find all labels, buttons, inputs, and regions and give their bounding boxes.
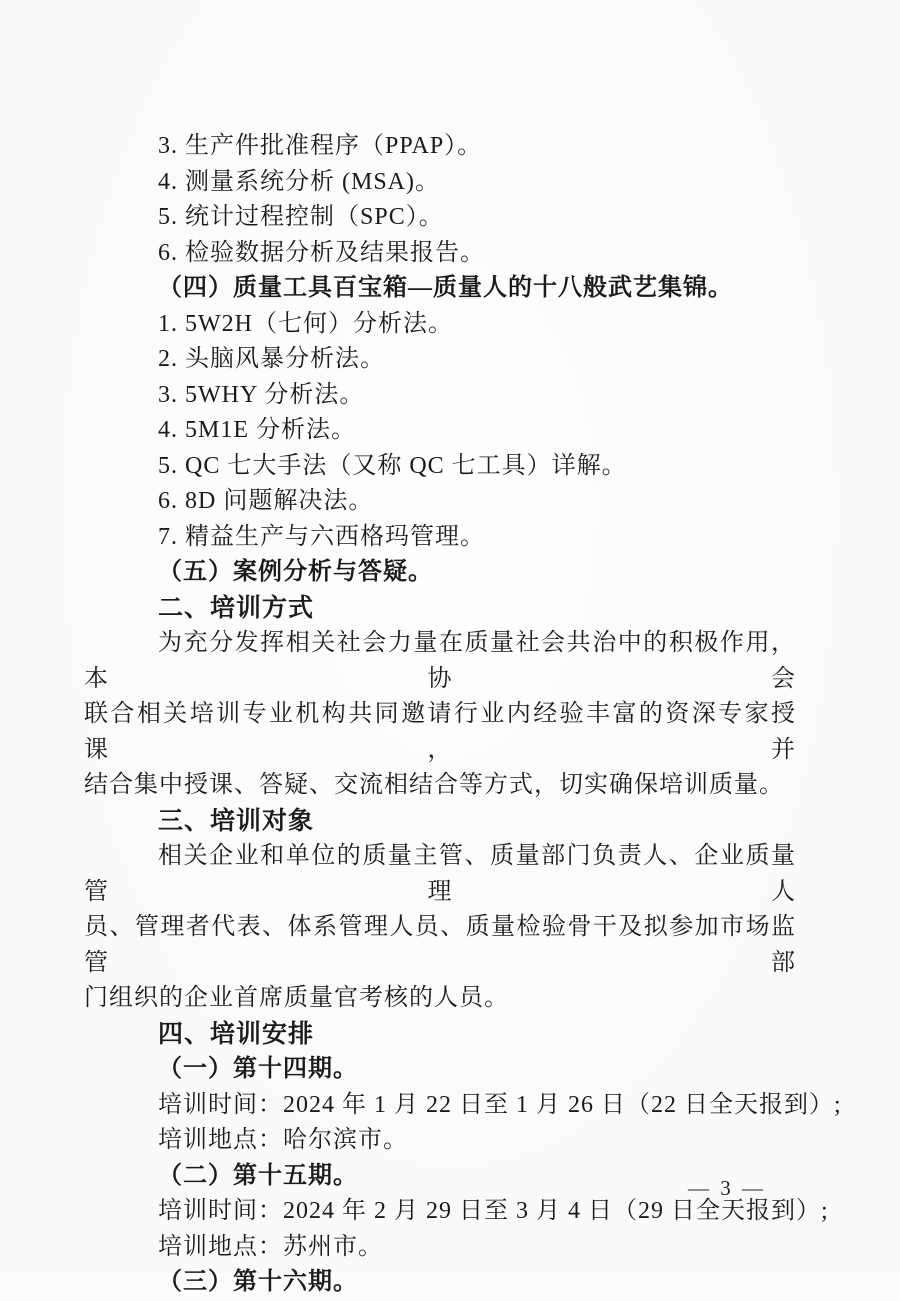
list-item: 6. 检验数据分析及结果报告。 (158, 239, 485, 266)
list-item: 3. 5WHY 分析法。 (158, 381, 365, 408)
paragraph-line: 员、管理者代表、体系管理人员、质量检验骨干及拟参加市场监管部 (84, 914, 796, 976)
training-location-line: 培训地点：哈尔滨市。 (158, 1127, 408, 1153)
list-item: 2. 头脑风暴分析法。 (158, 346, 385, 372)
list-item: 5. QC 七大手法（又称 QC 七工具）详解。 (158, 452, 627, 479)
page-number: — 3 — (688, 1176, 766, 1200)
training-time-line: 培训时间：2024 年 2 月 29 日至 3 月 4 日（29 日全天报到）; (158, 1198, 829, 1224)
document-body (84, 129, 842, 1301)
sub-section-heading: （三）第十六期。 (158, 1269, 358, 1295)
sub-section-heading: （五）案例分析与答疑。 (158, 559, 433, 585)
training-location-line: 培训地点：苏州市。 (158, 1233, 383, 1260)
paragraph-line: 结合集中授课、答疑、交流相结合等方式，切实确保培训质量。 (84, 772, 784, 798)
list-item: 1. 5W2H（七何）分析法。 (158, 310, 453, 337)
list-item: 6. 8D 问题解决法。 (158, 488, 374, 514)
training-time-line: 培训时间：2024 年 1 月 22 日至 1 月 26 日（22 日全天报到）; (158, 1091, 842, 1118)
list-item: 5. 统计过程控制（SPC）。 (158, 204, 444, 230)
section-heading: 二、培训方式 (158, 593, 315, 622)
sub-section-heading: （一）第十四期。 (158, 1056, 358, 1082)
paragraph-line: 相关企业和单位的质量主管、质量部门负责人、企业质量管理人 (84, 843, 796, 905)
sub-section-heading: （四）质量工具百宝箱—质量人的十八般武艺集锦。 (158, 275, 733, 301)
list-item: 4. 5M1E 分析法。 (158, 417, 356, 443)
list-item: 4. 测量系统分析 (MSA)。 (158, 168, 441, 195)
section-heading: 三、培训对象 (158, 806, 315, 835)
section-heading: 四、培训安排 (158, 1019, 315, 1048)
list-item: 3. 生产件批准程序（PPAP）。 (158, 133, 483, 159)
paragraph-line: 为充分发挥相关社会力量在质量社会共治中的积极作用，本协会 (84, 630, 796, 692)
paragraph-line: 门组织的企业首席质量官考核的人员。 (84, 985, 509, 1011)
list-item: 7. 精益生产与六西格玛管理。 (158, 523, 485, 550)
paragraph-line: 联合相关培训专业机构共同邀请行业内经验丰富的资深专家授课，并 (84, 701, 796, 763)
sub-section-heading: （二）第十五期。 (158, 1162, 358, 1189)
